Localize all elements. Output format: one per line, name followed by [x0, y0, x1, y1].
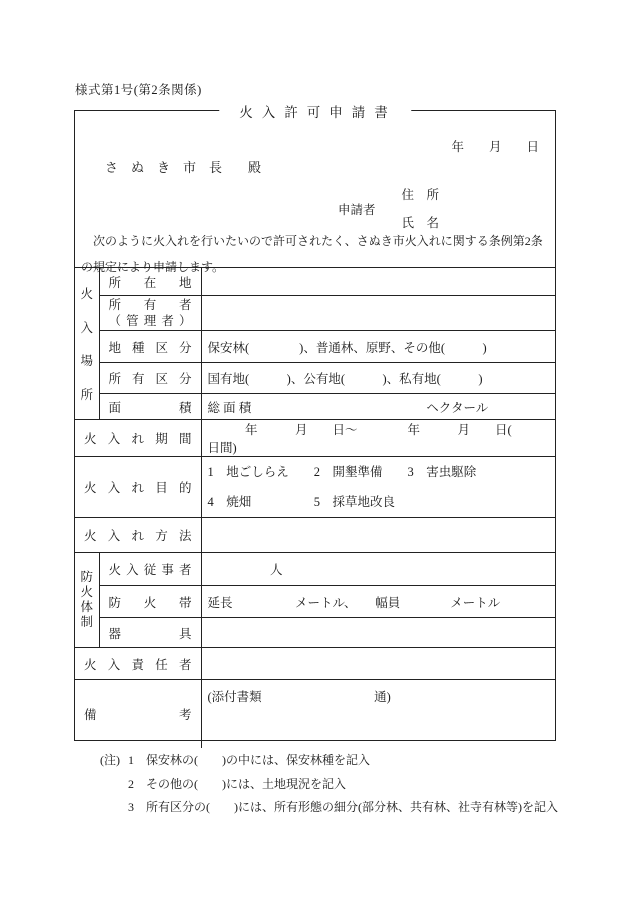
application-table: [75, 267, 555, 748]
footnote-item-2: 2 その他の( )には、土地現況を記入: [128, 776, 346, 791]
group-cell-fire-prevention: [75, 553, 99, 648]
row-owner-value: [201, 296, 555, 331]
row-land-category-label: 地 種 区 分: [99, 331, 201, 363]
row-purpose: [75, 457, 555, 518]
applicant-label: 申請者: [338, 203, 376, 217]
row-responsible-label: 火 入 責 任 者: [75, 648, 201, 680]
row-workers: [75, 553, 555, 586]
row-period-label: 火 入 れ 期 間: [75, 420, 201, 457]
purpose-line-2: 4 焼畑 5 採草地改良: [207, 495, 396, 509]
form-header: [75, 111, 555, 274]
row-period-value: 年 月 日～ 年 月 日( 日間): [201, 420, 555, 457]
group-label-fire-prevention: 防 火 体 制: [80, 570, 93, 629]
row-location-label: 所 在 地: [99, 268, 201, 296]
footnote-list: [128, 749, 558, 820]
row-firebreak-label: 防 火 帯: [99, 586, 201, 618]
intro-line-2: の規定により申請します。: [81, 260, 225, 274]
row-workers-label: 火 入 従 事 者: [99, 553, 201, 586]
form-border-box: [74, 105, 556, 741]
row-method-value: [201, 518, 555, 553]
row-land-category-value: 保安林( )、普通林、原野、その他( ): [201, 331, 555, 363]
row-ownership: [75, 363, 555, 394]
row-area-label: 面 積: [99, 394, 201, 420]
row-purpose-value: [201, 457, 555, 518]
row-purpose-label: 火 入 れ 目 的: [75, 457, 201, 518]
row-firebreak-value: 延長 メートル、 幅員 メートル: [201, 586, 555, 618]
row-period: [75, 420, 555, 457]
row-firebreak: [75, 586, 555, 618]
row-equipment-value: [201, 618, 555, 648]
row-land-category: [75, 331, 555, 363]
row-remarks: [75, 680, 555, 748]
footnote-prefix: (注): [100, 753, 120, 767]
footnotes: [100, 749, 558, 820]
intro-paragraph: [81, 228, 550, 280]
row-remarks-label: 備 考: [75, 680, 201, 748]
address-label: 住 所: [401, 188, 440, 202]
group-cell-fire-site: [75, 268, 99, 420]
row-workers-value: 人: [201, 553, 555, 586]
footnote-item-3: 3 所有区分の( )には、所有形態の細分(部分林、共有林、社寺有林等)を記入: [128, 800, 558, 814]
row-ownership-value: 国有地( )、公有地( )、私有地( ): [201, 363, 555, 394]
row-equipment: [75, 618, 555, 648]
name-label: 氏 名: [401, 216, 440, 230]
row-equipment-label: 器 具: [99, 618, 201, 648]
footnote-item-1: 1 保安林の( )の中には、保安林種を記入: [128, 753, 370, 767]
purpose-line-1: 1 地ごしらえ 2 開墾準備 3 害虫駆除: [207, 465, 477, 479]
row-area-value: 総 面 積 ヘクタール: [201, 394, 555, 420]
row-method: [75, 518, 555, 553]
row-owner: [75, 296, 555, 331]
row-owner-label: 所 有 者 （ 管 理 者 ）: [99, 296, 201, 331]
form-number: 様式第1号(第2条関係): [75, 83, 202, 97]
group-label-fire-site: 火 入 場 所: [80, 287, 93, 402]
row-method-label: 火 入 れ 方 法: [75, 518, 201, 553]
row-area: [75, 394, 555, 420]
row-remarks-value: (添付書類 通): [201, 680, 555, 748]
intro-line-1: 次のように火入れを行いたいので許可されたく、さぬき市火入れに関する条例第2条: [93, 234, 543, 248]
date-line: 年 月 日: [451, 140, 539, 154]
row-ownership-label: 所 有 区 分: [99, 363, 201, 394]
row-responsible-value: [201, 648, 555, 680]
addressee-line: さ ぬ き 市 長 殿: [105, 160, 262, 175]
row-responsible: [75, 648, 555, 680]
form-title: 火入許可申請書: [219, 101, 411, 121]
